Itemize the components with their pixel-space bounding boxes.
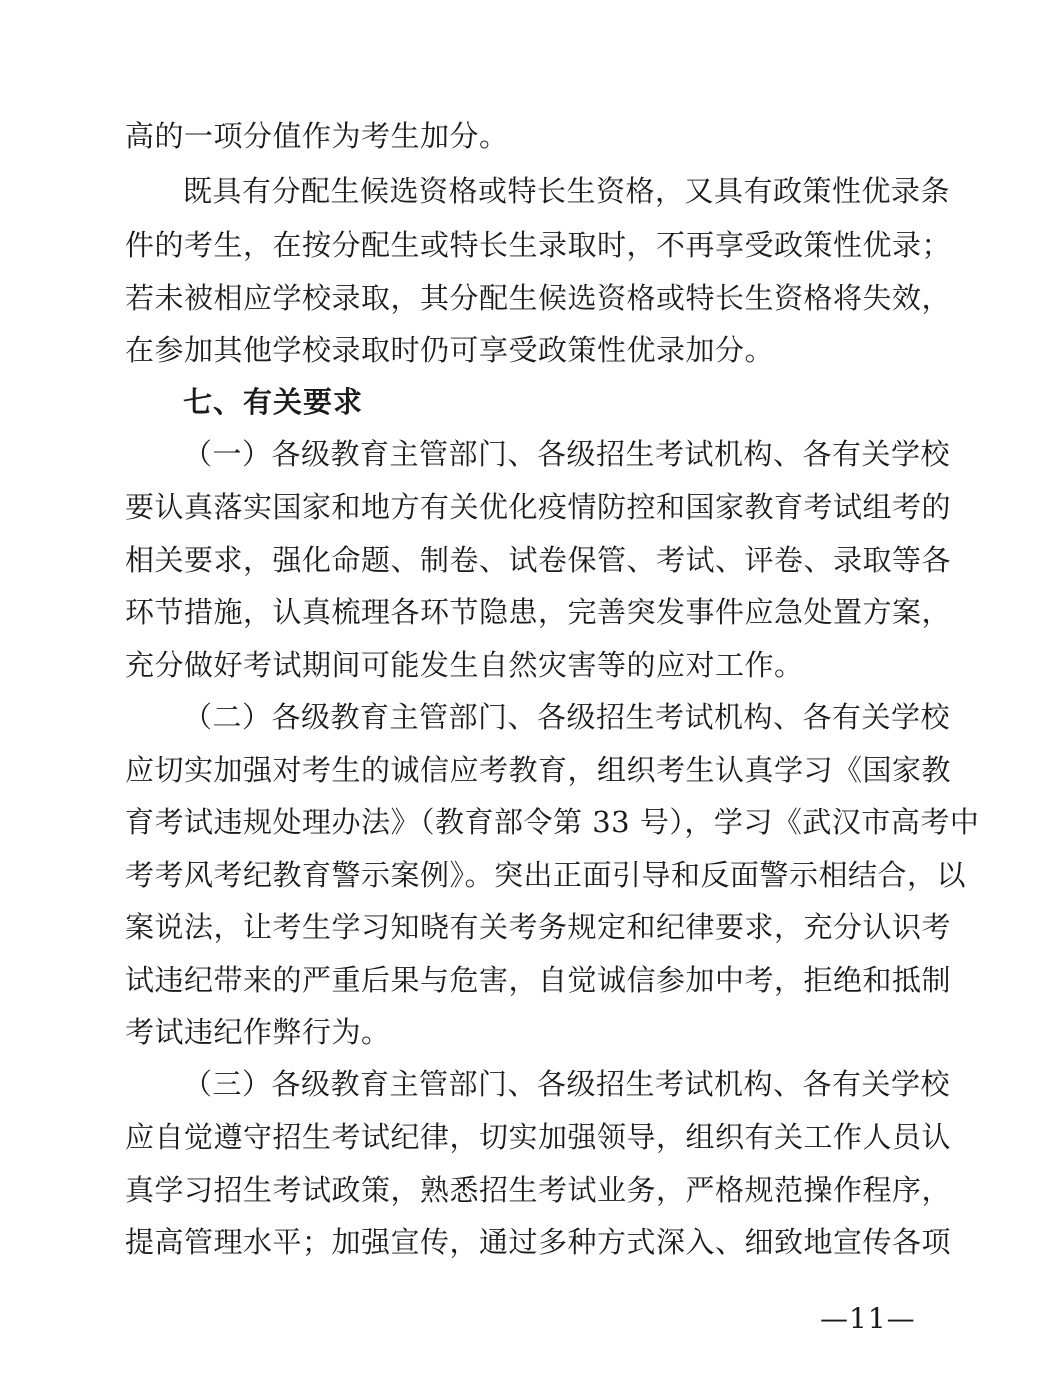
text-line: 应自觉遵守招生考试纪律，切实加强领导，组织有关工作人员认 [125, 1120, 952, 1154]
text-line: （三）各级教育主管部门、各级招生考试机构、各有关学校 [183, 1067, 951, 1101]
text-line: （一）各级教育主管部门、各级招生考试机构、各有关学校 [183, 437, 951, 471]
text-line: 考试违纪作弊行为。 [125, 1015, 391, 1049]
text-line: 既具有分配生候选资格或特长生资格，又具有政策性优录条 [183, 174, 951, 208]
text-line: 相关要求，强化命题、制卷、试卷保管、考试、评卷、录取等各 [125, 543, 952, 577]
text-line: 案说法，让考生学习知晓有关考务规定和纪律要求，充分认识考 [125, 910, 952, 944]
text-line: 若未被相应学校录取，其分配生候选资格或特长生资格将失效， [125, 281, 952, 315]
text-line: 真学习招生考试政策，熟悉招生考试业务，严格规范操作程序， [125, 1173, 952, 1207]
text-line: （二）各级教育主管部门、各级招生考试机构、各有关学校 [183, 700, 951, 734]
text-line: 考考风考纪教育警示案例》。突出正面引导和反面警示相结合，以 [125, 858, 967, 892]
page-number: —11— [820, 1302, 916, 1335]
text-line: 充分做好考试期间可能发生自然灾害等的应对工作。 [125, 648, 804, 682]
text-line: 件的考生，在按分配生或特长生录取时，不再享受政策性优录； [125, 228, 952, 262]
text-line: 高的一项分值作为考生加分。 [125, 119, 509, 153]
text-line: 提高管理水平；加强宣传，通过多种方式深入、细致地宣传各项 [125, 1225, 952, 1259]
text-line: 育考试违规处理办法》（教育部令第 33 号），学习《武汉市高考中 [125, 805, 980, 839]
text-line: 要认真落实国家和地方有关优化疫情防控和国家教育考试组考的 [125, 490, 952, 524]
text-line: 环节措施，认真梳理各环节隐患，完善突发事件应急处置方案， [125, 595, 952, 629]
text-line: 在参加其他学校录取时仍可享受政策性优录加分。 [125, 333, 775, 367]
section-heading: 七、有关要求 [183, 385, 364, 419]
text-line: 试违纪带来的严重后果与危害，自觉诚信参加中考，拒绝和抵制 [125, 963, 952, 997]
text-line: 应切实加强对考生的诚信应考教育，组织考生认真学习《国家教 [125, 753, 952, 787]
